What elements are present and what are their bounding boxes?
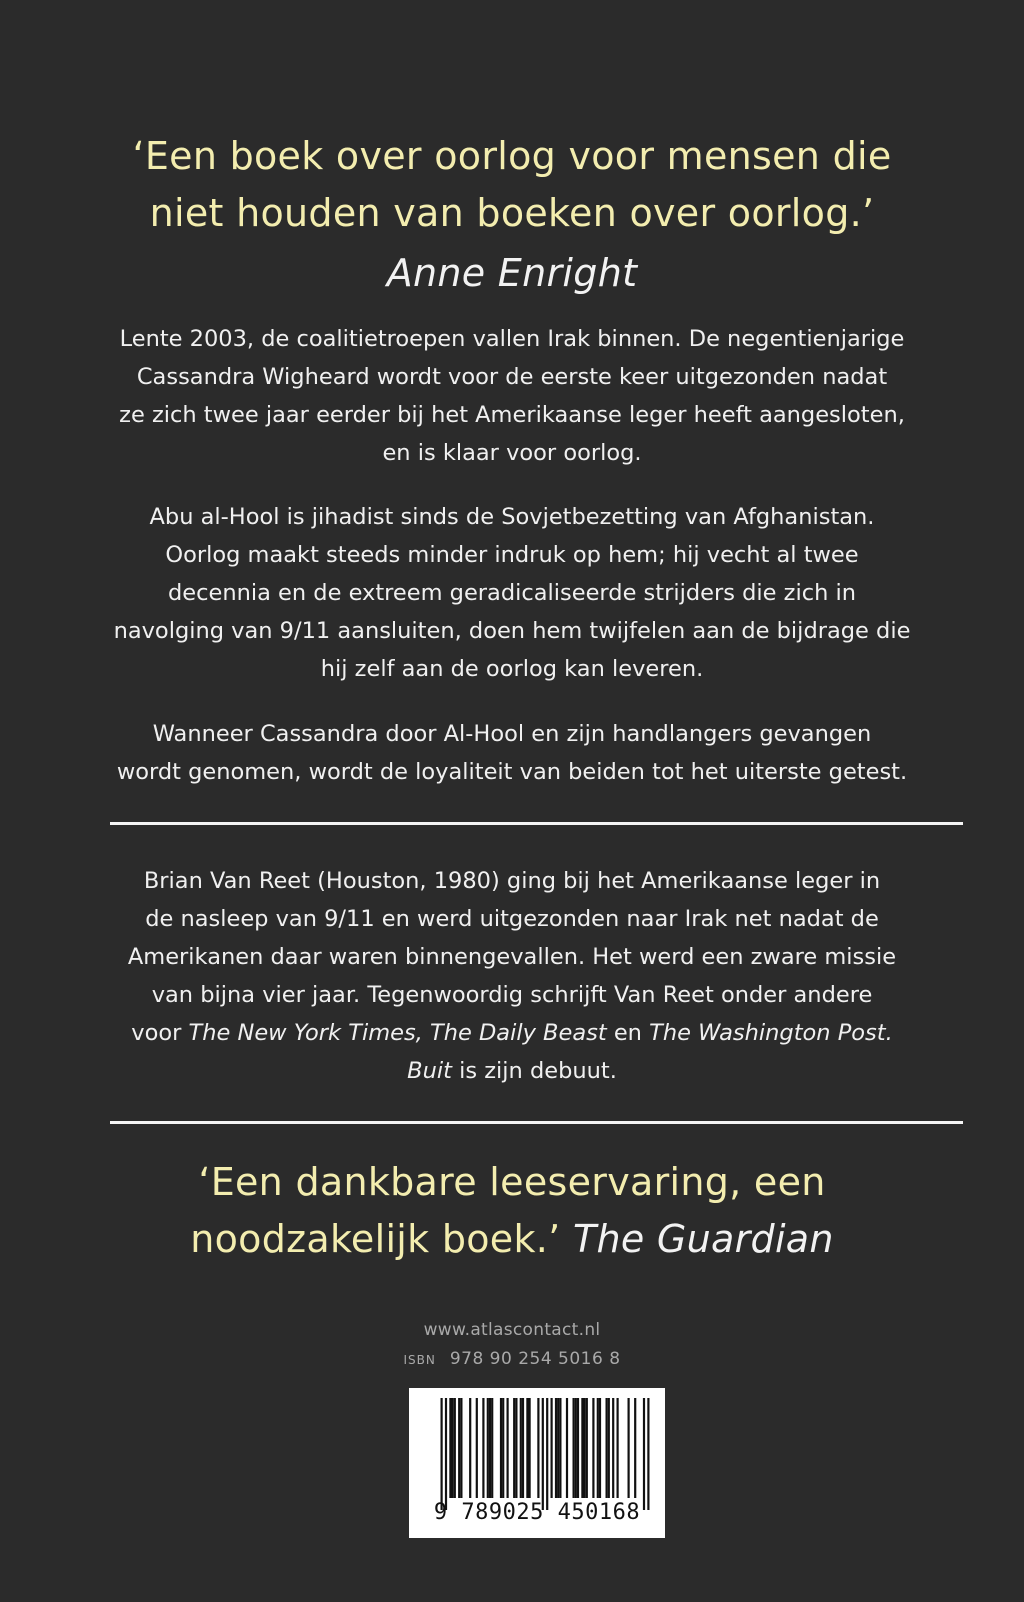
barcode-bar — [441, 1398, 443, 1510]
barcode-bar — [449, 1398, 451, 1498]
publisher-website: www.atlascontact.nl — [423, 1320, 601, 1340]
text-line: wordt genomen, wordt de loyaliteit van beiden tot het uiterste getest. — [116, 759, 908, 785]
top-quote-line-1: ‘Een boek over oorlog voor mensen die — [132, 134, 892, 178]
isbn-label: ISBN — [403, 1353, 436, 1367]
synopsis-paragraph-3 — [100, 715, 924, 791]
barcode-bar — [476, 1398, 478, 1498]
text-line — [100, 1052, 924, 1090]
barcode-bar — [555, 1398, 557, 1498]
barcode-bar — [507, 1398, 509, 1498]
author-bio — [100, 862, 924, 1090]
text-line: Amerikanen daar waren binnengevallen. Het werd een zware missie — [127, 944, 897, 970]
barcode-bar — [520, 1398, 522, 1498]
barcode-bar — [522, 1398, 524, 1498]
barcode-bar — [575, 1398, 577, 1498]
publication-name: The Washington Post. — [649, 1020, 893, 1046]
text-line — [100, 1014, 924, 1052]
barcode-bar — [460, 1398, 462, 1498]
text-fragment: en — [606, 1020, 650, 1046]
barcode-bar — [634, 1398, 636, 1498]
barcode-bar — [454, 1398, 456, 1498]
barcode-bar — [559, 1398, 561, 1498]
text-line: decennia en de extreem geradicaliseerde strijders die zich in — [167, 580, 856, 606]
text-line: Brian Van Reet (Houston, 1980) ging bij het Amerikaanse leger in — [143, 868, 881, 894]
barcode-bar — [458, 1398, 460, 1498]
barcode-bar — [597, 1398, 599, 1498]
barcode-bar — [628, 1398, 630, 1498]
divider-line — [110, 822, 963, 825]
barcode-bar — [577, 1398, 579, 1498]
barcode-bar — [491, 1398, 493, 1498]
bottom-quote — [60, 1154, 964, 1268]
barcode-bar — [445, 1398, 447, 1510]
barcode-bar — [566, 1398, 568, 1498]
top-quote — [60, 128, 964, 304]
barcode-bar — [489, 1398, 491, 1498]
barcode-bar — [513, 1398, 515, 1498]
top-quote-author: Anne Enright — [386, 251, 638, 295]
barcode-bar — [643, 1398, 645, 1510]
text-line: ze zich twee jaar eerder bij het Amerikaanse leger heeft aangesloten, — [119, 402, 905, 428]
text-line: en is klaar voor oorlog. — [382, 440, 642, 466]
barcode-bar — [482, 1398, 484, 1498]
text-fragment: voor — [131, 1020, 189, 1046]
barcode-bar — [584, 1398, 586, 1498]
publication-names: The New York Times, The Daily Beast — [188, 1020, 607, 1046]
text-line: hij zelf aan de oorlog kan leveren. — [320, 656, 704, 682]
bottom-quote-line-1: ‘Een dankbare leeservaring, een — [198, 1160, 826, 1204]
barcode-bar — [647, 1398, 649, 1510]
text-fragment: is zijn debuut. — [451, 1058, 617, 1084]
barcode-digits: 9 789025 450168 — [433, 1500, 641, 1525]
barcode-bar — [452, 1398, 454, 1498]
text-line: Oorlog maakt steeds minder indruk op hem; hij vecht al twee — [165, 542, 859, 568]
barcode-bar — [500, 1398, 502, 1498]
barcode-bar — [612, 1398, 614, 1498]
bottom-quote-line-2 — [60, 1211, 964, 1268]
text-line: Cassandra Wigheard wordt voor de eerste keer uitgezonden nadat — [136, 364, 888, 390]
barcode-bar — [542, 1398, 544, 1510]
barcode-bar — [599, 1398, 601, 1498]
barcode-bar — [606, 1398, 608, 1498]
barcode-bar — [551, 1398, 553, 1498]
barcode-bar — [515, 1398, 517, 1498]
barcode-bar — [586, 1398, 588, 1498]
isbn-number: 978 90 254 5016 8 — [449, 1349, 621, 1369]
barcode-bar — [557, 1398, 559, 1498]
book-title: Buit — [407, 1058, 452, 1084]
barcode-bar — [617, 1398, 619, 1498]
text-line: de nasleep van 9/11 en werd uitgezonden naar Irak net nadat de — [145, 906, 879, 932]
isbn-line — [0, 1349, 1024, 1369]
divider-line — [110, 1121, 963, 1124]
barcode — [409, 1388, 665, 1538]
text-line: Wanneer Cassandra door Al-Hool en zijn handlangers gevangen — [152, 721, 872, 747]
bottom-quote-text: noodzakelijk boek.’ — [190, 1217, 573, 1261]
barcode-bar — [592, 1398, 594, 1498]
barcode-bar — [502, 1398, 504, 1498]
barcode-bar — [581, 1398, 583, 1498]
barcode-bar — [526, 1398, 528, 1498]
barcode-bar — [487, 1398, 489, 1498]
text-line: Abu al-Hool is jihadist sinds de Sovjetbezetting van Afghanistan. — [149, 504, 875, 530]
synopsis-paragraph-2 — [100, 498, 924, 688]
barcode-bar — [529, 1398, 531, 1498]
text-line: Lente 2003, de coalitietroepen vallen Irak binnen. De negentienjarige — [119, 326, 905, 352]
barcode-bar — [537, 1398, 539, 1498]
text-line: van bijna vier jaar. Tegenwoordig schrijft Van Reet onder andere — [151, 982, 873, 1008]
barcode-bar — [573, 1398, 575, 1498]
top-quote-line-2: niet houden van boeken over oorlog.’ — [149, 191, 875, 235]
bottom-quote-source: The Guardian — [572, 1217, 834, 1261]
synopsis-paragraph-1 — [100, 320, 924, 472]
barcode-bar — [469, 1398, 471, 1498]
text-line: navolging van 9/11 aansluiten, doen hem twijfelen aan de bijdrage die — [113, 618, 911, 644]
barcode-bar — [608, 1398, 610, 1498]
barcode-bar — [546, 1398, 548, 1510]
